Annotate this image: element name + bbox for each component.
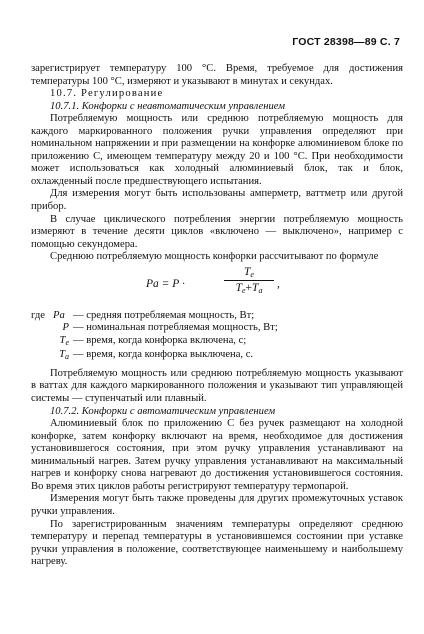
- paragraph: Потребляемую мощность или среднюю потребляемую мощность для каждого маркированного положения ручки управления определяют при номинальном напряжении и при размещении на конфорке алюминиевом блоке по приложению С, имеющем температуру между 20 и 100 °С. При необходимости может использоваться как холодный алюминиевый блок, так и блок, охлажденный после предшествующего испытания.: [31, 113, 403, 187]
- formula: [31, 266, 403, 306]
- paragraph: Для измерения могут быть использованы амперметр, ваттметр или другой прибор.: [31, 188, 403, 213]
- formula-lhs: Pa = P ·: [146, 277, 185, 290]
- legend-row: [31, 349, 403, 364]
- paragraph: По зарегистрированным значениям температуры определяют среднюю температуру и перепад температуры в установившемся состоянии при уставке ручки управления в положение, соответствующее наименьшему и наибольшему нагреву.: [31, 518, 403, 568]
- legend-symbol: P: [62, 322, 69, 334]
- formula-denominator: $T_e+T_a$: [235, 281, 263, 295]
- legend-row: [31, 335, 403, 350]
- legend-text: — номинальная потребляемая мощность, Вт;: [73, 322, 278, 334]
- legend-row: [31, 322, 403, 335]
- subsection-heading: 10.7.1. Конфорки с неавтоматическим управлением: [50, 100, 285, 112]
- formula-fraction: [224, 266, 274, 295]
- legend-symbol: $T_a$: [59, 349, 69, 362]
- legend-text: — время, когда конфорка выключена, с.: [73, 349, 254, 361]
- formula-legend: [31, 310, 403, 364]
- paragraph: Потребляемую мощность или среднюю потребляемую мощность указывают в ваттах для каждого маркированного положения и указывают тип управляющей системы — ступенчатый или плавный.: [31, 367, 403, 405]
- legend-symbol: Pa: [53, 309, 65, 321]
- legend-text: — средняя потребляемая мощность, Вт;: [73, 309, 255, 321]
- paragraph: В случае циклического потребления энергии потребляемую мощность измеряют в течение десяти циклов «включено — выключено», например с помощью секундомера.: [31, 213, 403, 250]
- paragraph: Алюминиевый блок по приложению С без ручек размещают на холодной конфорке, затем конфорку включают на время, необходимое для достижения установившегося состояния, при этом ручку управления устанавливают на минимальный нагрев. Затем ручку управления устанавливают на максимальный нагрев и конфорку снова нагревают до достижения установившегося состояния. Во время этих циклов работы регистрируют температуру термопарой.: [31, 418, 403, 492]
- page-content: [31, 63, 403, 569]
- legend-where: где: [31, 309, 45, 321]
- page-header: ГОСТ 28398—89 С. 7: [292, 36, 400, 48]
- paragraph: Среднюю потребляемую мощность конфорки рассчитывают по формуле: [50, 251, 379, 263]
- paragraph: Измерения могут быть также проведены для других промежуточных уставок ручки управления.: [31, 493, 403, 517]
- formula-numerator: $T_e$: [224, 266, 274, 281]
- legend-symbol: $T_e$: [59, 334, 69, 347]
- formula-comma: ,: [277, 277, 280, 290]
- subsection-heading: 10.7.2. Конфорки с автоматическим управлением: [50, 405, 276, 417]
- section-heading: 10.7. Регулирование: [50, 88, 164, 100]
- legend-text: — время, когда конфорка включена, с;: [73, 334, 247, 346]
- legend-row: [31, 310, 403, 323]
- paragraph: зарегистрирует температуру 100 °С. Время, требуемое для достижения температуры 100 °С, измеряют и указывают в минутах и секундах.: [31, 63, 403, 87]
